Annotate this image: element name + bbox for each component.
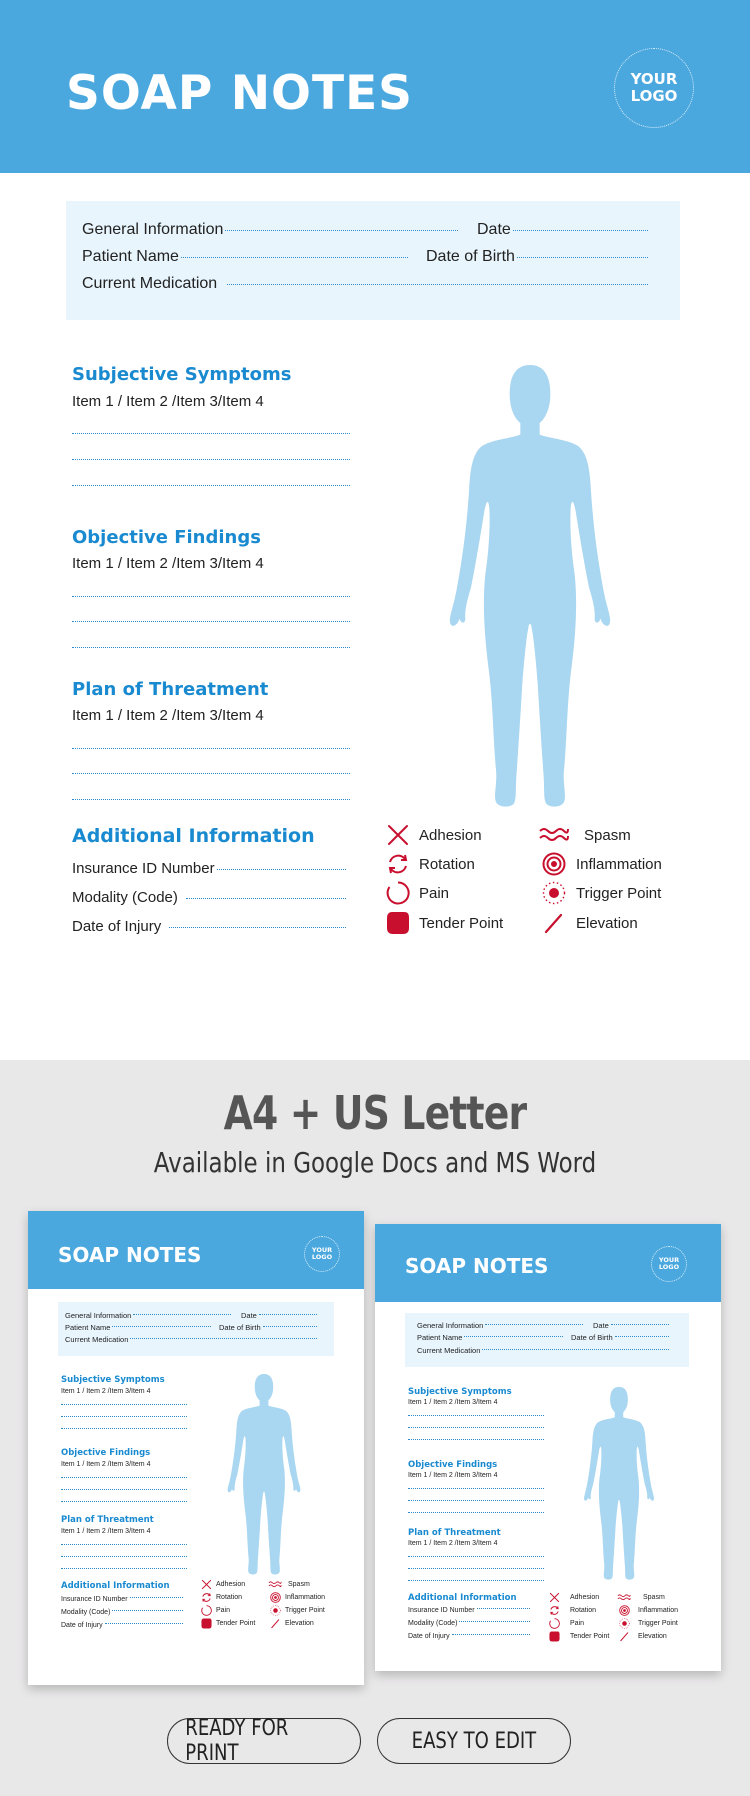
- mini-legend-rotation: Rotation: [201, 1592, 242, 1603]
- injury-row: Date of Injury: [72, 918, 350, 935]
- fill-line: [169, 927, 346, 928]
- promo-title: A4 + US Letter: [223, 1086, 527, 1140]
- mini-legend-inflammation: Inflammation: [619, 1605, 678, 1616]
- mini-dob-row: Date of Birth: [219, 1323, 321, 1332]
- mini-section-title: Subjective Symptoms: [61, 1375, 165, 1385]
- legend-rotation: Rotation: [386, 852, 475, 876]
- mini-dob-row: Date of Birth: [571, 1333, 673, 1342]
- fill-line: [72, 433, 350, 434]
- logo-placeholder: YOUR LOGO: [614, 48, 694, 128]
- dot-in-dotted-circle-icon: [542, 881, 566, 905]
- slash-icon: [619, 1631, 630, 1642]
- mini-legend-pain: Pain: [549, 1618, 584, 1629]
- fill-line: [227, 284, 648, 285]
- fill-line: [72, 459, 350, 460]
- mini-patient-row: Patient Name: [417, 1333, 567, 1342]
- mini-legend-adhesion: Adhesion: [201, 1579, 245, 1590]
- dot-in-dotted-circle-icon: [619, 1618, 630, 1629]
- mini-section-title: Objective Findings: [408, 1460, 498, 1470]
- mini-section-items: Item 1 / Item 2 /Item 3/Item 4: [61, 1528, 151, 1535]
- rotation-arrows-icon: [549, 1605, 560, 1616]
- mini-general-row: General Information: [417, 1321, 587, 1330]
- section-items: Item 1 / Item 2 /Item 3/Item 4: [72, 393, 264, 410]
- medication-row: Current Medication: [82, 275, 652, 293]
- fill-line: [186, 898, 346, 899]
- fill-line: [72, 647, 350, 648]
- section-title-plan: Plan of Threatment: [72, 679, 269, 700]
- mini-section-title: Plan of Threatment: [408, 1528, 501, 1538]
- mini-section-title: Plan of Threatment: [61, 1515, 154, 1525]
- wave-icon: [538, 823, 570, 847]
- slash-icon: [542, 911, 566, 935]
- mini-section-items: Item 1 / Item 2 /Item 3/Item 4: [61, 1461, 151, 1468]
- patient-name-row: Patient Name: [82, 248, 412, 266]
- mini-legend-tender: Tender Point: [201, 1618, 255, 1629]
- mini-section-items: Item 1 / Item 2 /Item 3/Item 4: [408, 1472, 498, 1479]
- section-title-additional: Additional Information: [72, 825, 315, 847]
- mini-body-silhouette: [223, 1374, 305, 1576]
- wave-icon: [268, 1579, 282, 1590]
- mini-section-items: Item 1 / Item 2 /Item 3/Item 4: [408, 1540, 498, 1547]
- promo-subtitle: Available in Google Docs and MS Word: [153, 1146, 597, 1179]
- filled-blob-icon: [549, 1631, 560, 1642]
- mini-body-silhouette: [581, 1384, 657, 1584]
- legend-spasm: Spasm: [538, 823, 631, 847]
- fill-line: [217, 869, 346, 870]
- legend-pain: Pain: [386, 881, 449, 905]
- page-title: SOAP NOTES: [66, 66, 414, 121]
- mini-patient-row: Patient Name: [65, 1323, 215, 1332]
- date-row: Date: [477, 221, 652, 239]
- mini-legend-elevation: Elevation: [270, 1618, 314, 1629]
- section-title-subjective: Subjective Symptoms: [72, 364, 292, 385]
- fill-line: [72, 596, 350, 597]
- legend-tender-point: Tender Point: [386, 911, 503, 935]
- concentric-circles-icon: [542, 852, 566, 876]
- open-circle-icon: [386, 881, 410, 905]
- mini-section-title: Subjective Symptoms: [408, 1387, 512, 1397]
- mini-legend-pain: Pain: [201, 1605, 230, 1616]
- insurance-row: Insurance ID Number: [72, 860, 350, 877]
- mini-logo: YOUR LOGO: [304, 1236, 340, 1272]
- mini-general-row: General Information: [65, 1311, 235, 1320]
- mini-additional-title: Additional Information: [61, 1581, 170, 1591]
- mini-additional-title: Additional Information: [408, 1593, 517, 1603]
- preview-page-us-letter: [375, 1224, 721, 1671]
- fill-line: [72, 485, 350, 486]
- mini-injury-row: Date of Injury: [61, 1622, 187, 1629]
- mini-medication-row: Current Medication: [417, 1346, 673, 1355]
- mini-legend-tender: Tender Point: [549, 1631, 609, 1642]
- mini-legend-spasm: Spasm: [268, 1579, 310, 1590]
- legend-inflammation: Inflammation: [542, 852, 662, 876]
- mini-date-row: Date: [241, 1311, 321, 1320]
- fill-line: [513, 230, 648, 231]
- x-cross-icon: [201, 1579, 212, 1590]
- mini-title: SOAP NOTES: [58, 1243, 202, 1267]
- fill-line: [517, 257, 648, 258]
- mini-legend-inflammation: Inflammation: [270, 1592, 325, 1603]
- mini-logo: YOUR LOGO: [651, 1246, 687, 1282]
- legend-adhesion: Adhesion: [386, 823, 482, 847]
- mini-legend-adhesion: Adhesion: [549, 1592, 599, 1603]
- mini-legend-trigger: Trigger Point: [270, 1605, 325, 1616]
- mini-insurance-row: Insurance ID Number: [61, 1596, 187, 1603]
- concentric-circles-icon: [270, 1592, 281, 1603]
- dob-row: Date of Birth: [426, 248, 652, 266]
- mini-date-row: Date: [593, 1321, 673, 1330]
- modality-row: Modality (Code): [72, 889, 350, 906]
- mini-modality-row: Modality (Code): [61, 1609, 187, 1616]
- easy-to-edit-badge: EASY TO EDIT: [377, 1718, 571, 1764]
- rotation-arrows-icon: [386, 852, 410, 876]
- ready-for-print-badge: READY FOR PRINT: [167, 1718, 361, 1764]
- section-items: Item 1 / Item 2 /Item 3/Item 4: [72, 707, 264, 724]
- body-silhouette: [440, 365, 620, 810]
- mini-legend-rotation: Rotation: [549, 1605, 596, 1616]
- mini-injury-row: Date of Injury: [408, 1633, 534, 1640]
- dot-in-dotted-circle-icon: [270, 1605, 281, 1616]
- wave-icon: [617, 1592, 631, 1603]
- mini-medication-row: Current Medication: [65, 1335, 321, 1344]
- preview-page-a4: [28, 1211, 364, 1685]
- slash-icon: [270, 1618, 281, 1629]
- rotation-arrows-icon: [201, 1592, 212, 1603]
- filled-blob-icon: [386, 911, 410, 935]
- mini-section-title: Objective Findings: [61, 1448, 151, 1458]
- fill-line: [72, 748, 350, 749]
- fill-line: [225, 230, 458, 231]
- mini-title: SOAP NOTES: [405, 1254, 549, 1278]
- mini-section-items: Item 1 / Item 2 /Item 3/Item 4: [61, 1388, 151, 1395]
- section-title-objective: Objective Findings: [72, 527, 261, 548]
- x-cross-icon: [549, 1592, 560, 1603]
- open-circle-icon: [549, 1618, 560, 1629]
- legend-trigger-point: Trigger Point: [542, 881, 661, 905]
- open-circle-icon: [201, 1605, 212, 1616]
- mini-legend-trigger: Trigger Point: [619, 1618, 678, 1629]
- legend-elevation: Elevation: [542, 911, 638, 935]
- mini-section-items: Item 1 / Item 2 /Item 3/Item 4: [408, 1399, 498, 1406]
- mini-insurance-row: Insurance ID Number: [408, 1607, 534, 1614]
- fill-line: [72, 773, 350, 774]
- mini-legend-spasm: Spasm: [617, 1592, 665, 1603]
- fill-line: [72, 621, 350, 622]
- section-items: Item 1 / Item 2 /Item 3/Item 4: [72, 555, 264, 572]
- general-info-row: General Information: [82, 221, 462, 239]
- concentric-circles-icon: [619, 1605, 630, 1616]
- mini-modality-row: Modality (Code): [408, 1620, 534, 1627]
- mini-legend-elevation: Elevation: [619, 1631, 667, 1642]
- fill-line: [181, 257, 408, 258]
- x-cross-icon: [386, 823, 410, 847]
- fill-line: [72, 799, 350, 800]
- filled-blob-icon: [201, 1618, 212, 1629]
